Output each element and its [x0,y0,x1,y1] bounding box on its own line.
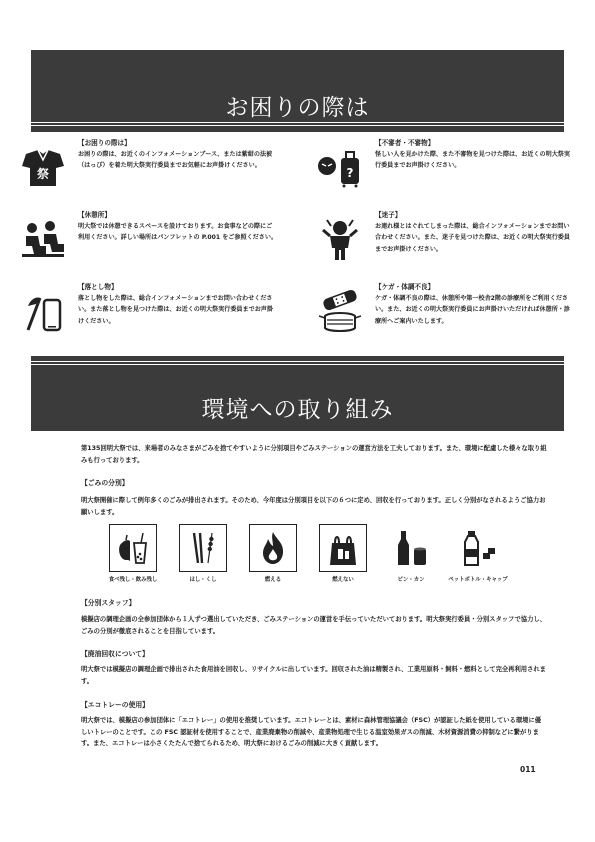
oil-section [81,649,547,687]
eco-banner [31,356,564,431]
tray-section [81,700,547,750]
waste-category [387,524,435,583]
waste-category [109,524,157,583]
happi-coat-icon [20,144,66,190]
tray-text: 明大祭では、模擬店の参加団体に「エコトレー」の使用を推奨しています。エコトレーとは、素材に森林管理協議会（FSC）が認証した紙を使用している環境に優しいトレーのことです。この FSC 認証材を使用することで、産業廃棄物の削減や、産業物処理で生じる温室効果ガスの削減、木材資源消費の抑制などに繋がります。また、エコトレーは小さくたたんで捨てられるため、明大祭におけるごみの削減に大きく貢献します。 [81,717,542,747]
help-item-body: お連れ様とはぐれてしまった際は、総合インフォメーションまでお問い合わせください。また、迷子を見つけた際は、お近くの明大祭実行委員までお声掛けください。 [375,223,570,253]
help-item-heading: 【不審者・不審物】 [375,139,435,147]
pet-bottle-icon [454,524,502,572]
svg-text:祭: 祭 [36,167,50,181]
waste-category-label: 燃える [264,577,282,583]
lost-child-icon [317,216,363,262]
help-item-heading: 【ケガ・体調不良】 [375,283,435,291]
help-item [78,282,278,327]
waste-category-label: はし・くし [189,577,217,583]
help-banner-title: お困りの際は [225,95,370,121]
eco-intro [81,443,547,466]
bottle-can-icon [387,524,435,572]
chopsticks-icon [179,524,227,572]
help-item [375,282,575,327]
sorting-section [81,478,547,518]
help-item-body: お困りの際は、お近くのインフォメーションブース、または紫紺の法被（はっぴ）を着た明大祭実行委員までお気軽にお声掛けください。 [78,151,273,170]
help-item-body: 明大祭では休憩できるスペースを設けております。お食事などの際にご利用ください。詳しい場所はパンフレットの P.001 をご参照ください。 [78,223,278,242]
flame-icon [249,524,297,572]
banner-rule [31,364,564,365]
waste-category-label: 食べ残し・飲み残し [108,577,158,583]
help-item-heading: 【休憩所】 [78,211,111,219]
help-item-heading: 【お困りの際は】 [78,139,131,147]
sorting-text: 明大祭開催に際して例年多くのごみが排出されます。そのため、今年度は分別項目を以下の６つに定め、回収を行っております。正しく分別がなされるようご協力お願いします。 [81,497,546,516]
help-item-body: ケガ・体調不良の際は、休憩所や第一校舎2階の診療所をご利用ください。また、お近くの明大祭実行委員にお声掛けいただければ休憩所・診療所へご案内いたします。 [375,295,570,325]
eco-banner-title: 環境への取り組み [201,397,394,423]
waste-category [448,524,508,583]
tray-heading: 【エコトレーの使用】 [81,701,149,709]
suspicious-object-icon [317,144,363,190]
help-item [36,138,278,181]
eco-intro-text: 第135回明大祭では、来場者のみなさまがごみを捨てやすいように分別項目やごみステーションの運営方法を工夫しております。また、環境に配慮した様々な取り組みも行っております。 [81,445,547,464]
help-item-body: 落とし物をした際は、総合インフォメーションまでお問い合わせください。また落とし物を見つけた際は、お近くの明大祭実行委員までお声掛けください。 [78,295,273,325]
sorting-heading: 【ごみの分別】 [81,479,129,487]
help-item-heading: 【迷子】 [375,211,402,219]
banner-rule [31,361,564,362]
help-item-heading: 【落とし物】 [78,283,118,291]
rest-area-icon [20,216,66,262]
oil-text: 明大祭では模擬店の調理企画で排出された食用油を回収し、リサイクルに出しています。回収された油は精製され、工業用原料・飼料・燃料として完全再利用されます。 [81,666,546,685]
food-waste-icon [109,524,157,572]
oil-heading: 【廃油回収について】 [81,650,149,658]
waste-category-label: ビン・カン [397,577,425,583]
help-banner [31,50,564,132]
help-item [78,210,278,244]
waste-category [179,524,227,583]
help-item-body: 怪しい人を見かけた際、また不審物を見つけた際は、お近くの明大祭実行委員までお声掛けください。 [375,151,570,170]
first-aid-icon [317,288,363,334]
waste-category [319,524,367,583]
staff-heading: 【分別スタッフ】 [81,599,136,607]
banner-rule [31,122,564,123]
page-number: 011 [520,765,536,774]
plastic-bag-icon [319,524,367,572]
staff-section [81,598,547,637]
waste-category-label: 燃えない [332,577,354,583]
waste-category [249,524,297,583]
staff-text: 模擬店の調理企画の全参加団体から１人ずつ選出していただき、ごみステーションの運営を手伝っていただいております。明大祭実行委員・分別スタッフで協力し、ごみの分別が徹底されることを目指しています。 [81,616,547,635]
banner-rule [31,125,564,126]
help-item [375,210,575,255]
help-item [346,138,575,180]
waste-categories [108,524,508,586]
waste-category-label: ペットボトル・キャップ [448,577,508,583]
svg-text:?: ? [346,166,354,180]
lost-item-icon [20,288,66,334]
